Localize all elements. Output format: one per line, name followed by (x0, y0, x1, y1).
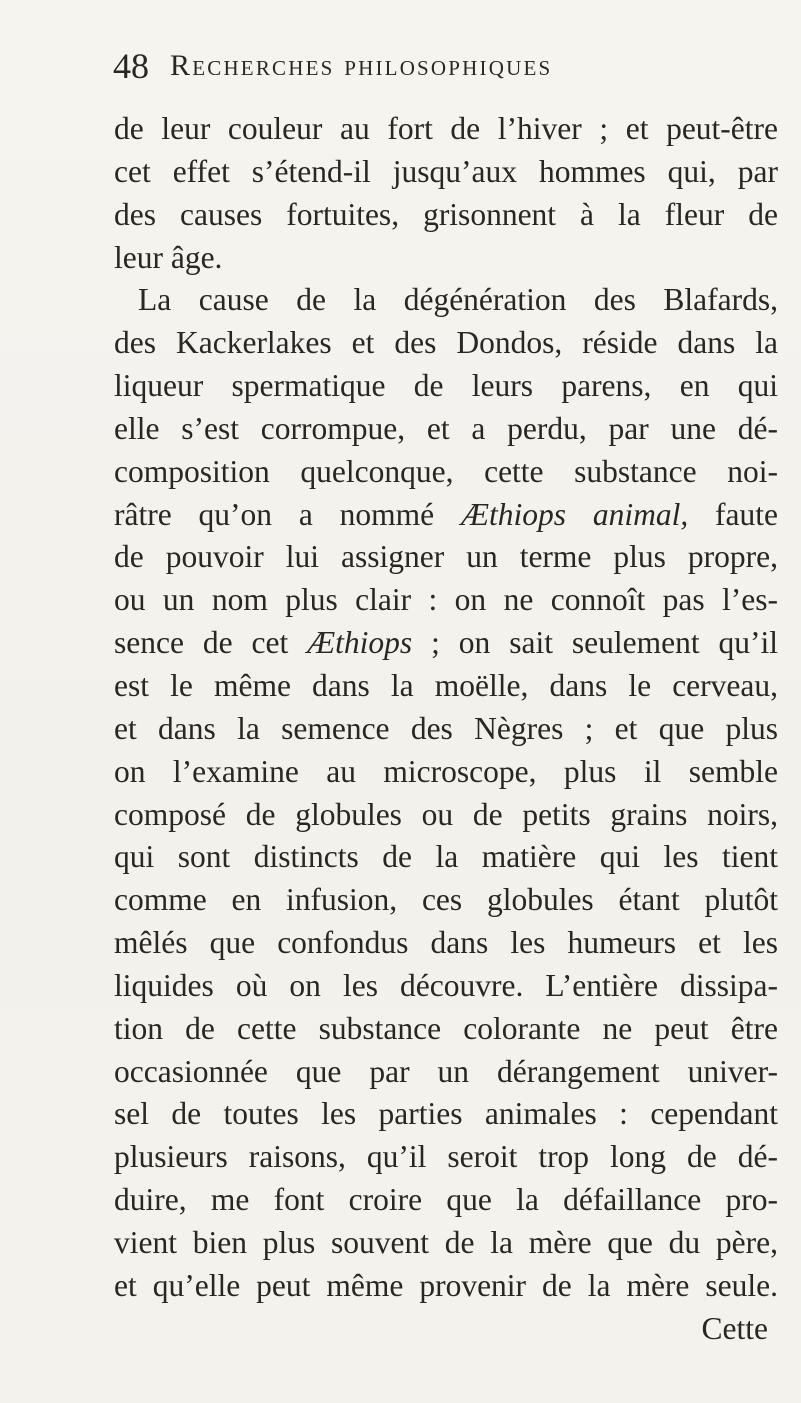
text-line: ou un nom plus clair : on ne connoît pas l’es- (114, 582, 778, 618)
text-line: des Kackerlakes et des Dondos, réside dans la (114, 325, 778, 361)
italic-term: Æthiops animal, (460, 496, 689, 532)
text-line-with-italic (114, 494, 778, 537)
text-line: liqueur spermatique de leurs parens, en qui (114, 368, 778, 404)
text-line: vient bien plus souvent de la mère que du père, (114, 1224, 778, 1260)
running-head (113, 44, 753, 94)
text-line: composition quelconque, cette substance noi- (114, 453, 778, 489)
paragraph-start-line: La cause de la dégénération des Blafards, (138, 282, 778, 318)
text-line: duire, me font croire que la défaillance pro- (114, 1182, 778, 1218)
text-line: des causes fortuites, grisonnent à la fleur de (114, 196, 778, 232)
text-line: et dans la semence des Nègres ; et que plus (114, 710, 778, 746)
line-segment: râtre qu’on a nommé (114, 496, 435, 532)
text-line: tion de cette substance colorante ne peut être (114, 1010, 778, 1046)
text-line: de leur couleur au fort de l’hiver ; et peut-être (114, 111, 778, 146)
italic-term: Æthiops (307, 625, 413, 661)
page-number: 48 (113, 46, 149, 86)
text-body (114, 108, 778, 1378)
catchword: Cette (701, 1310, 768, 1346)
text-line: plusieurs raisons, qu’il seroit trop long de dé- (114, 1139, 778, 1175)
text-line: sel de toutes les parties animales : cependant (114, 1096, 778, 1132)
text-line: comme en infusion, ces globules étant plutôt (114, 882, 778, 918)
text-line: de pouvoir lui assigner un terme plus propre, (114, 539, 778, 575)
text-line: on l’examine au microscope, plus il semble (114, 753, 778, 789)
text-line: mêlés que confondus dans les humeurs et les (114, 925, 778, 961)
text-line-with-italic (114, 622, 778, 665)
line-segment: sence de cet (114, 625, 289, 661)
text-line: leur âge. (114, 239, 223, 275)
text-line: cet effet s’étend-il jusqu’aux hommes qui, par (114, 153, 778, 189)
text-line: composé de globules ou de petits grains noirs, (114, 796, 778, 832)
text-line: est le même dans la moëlle, dans le cerveau, (114, 667, 778, 703)
running-title: Recherches philosophiques (170, 49, 553, 82)
text-line: et qu’elle peut même provenir de la mère seule. (114, 1267, 778, 1303)
text-line: liquides où on les découvre. L’entière dissipa- (114, 967, 778, 1003)
text-line: qui sont distincts de la matière qui les tient (114, 839, 778, 875)
text-line: elle s’est corrompue, et a perdu, par une dé- (114, 410, 778, 446)
line-segment: ; on sait seulement qu’il (431, 625, 778, 661)
line-segment: faute (715, 496, 778, 532)
text-line: occasionnée que par un dérangement univer- (114, 1053, 778, 1089)
